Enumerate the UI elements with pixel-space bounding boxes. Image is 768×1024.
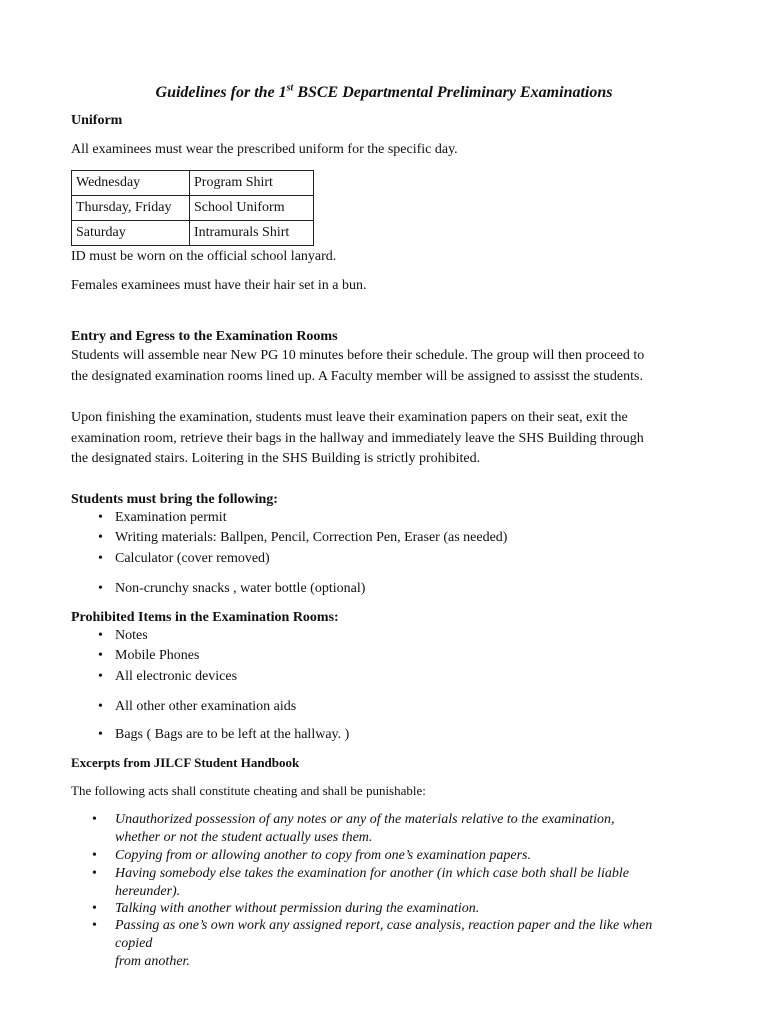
bullet: • — [98, 628, 103, 643]
bullet: • — [98, 581, 103, 596]
table-cell-day: Thursday, Friday — [72, 196, 190, 221]
table-row — [72, 196, 314, 221]
bring-heading: Students must bring the following: — [71, 492, 278, 507]
bullet: • — [98, 510, 103, 525]
handbook-heading: Excerpts from JILCF Student Handbook — [71, 755, 300, 770]
table-cell-attire: School Uniform — [190, 196, 314, 221]
table-cell-attire: Intramurals Shirt — [190, 221, 314, 246]
table-row — [72, 221, 314, 246]
uniform-note-id: ID must be worn on the official school lanyard. — [71, 249, 337, 264]
bullet: • — [98, 727, 103, 742]
bullet: • — [98, 551, 103, 566]
bullet: • — [92, 901, 97, 916]
bullet: • — [92, 812, 97, 827]
bullet: • — [92, 918, 97, 933]
bullet: • — [98, 648, 103, 663]
uniform-intro: All examinees must wear the prescribed uniform for the specific day. — [71, 142, 458, 157]
prohibited-heading: Prohibited Items in the Examination Rooms: — [71, 610, 339, 625]
bullet: • — [98, 530, 103, 545]
entry-paragraph-1-line-1: Students will assemble near New PG 10 minutes before their schedule. The group will then proceed to — [71, 348, 645, 363]
entry-heading: Entry and Egress to the Examination Rooms — [71, 329, 338, 344]
bullet: • — [92, 848, 97, 863]
document-page: Guidelines for the 1st BSCE Departmental Preliminary Examinations Uniform All examinees must wear the prescribed uniform for the specific day. Wednesday Program Shirt Thursday, Friday School Uniform Saturday Intramurals Shirt ID must be worn on the official school lanyard. Females examinees must have their hair set in a bun. Entry and Egress to the Examination Rooms Students will assemble near New PG 10 minutes before their schedule. The group will then proceed to the designated examination rooms lined up. A Faculty member will be assigned to assisst the students. Upon finishing the examination, students must leave their examination papers on their seat, exit the examination room, retrieve their bags in the hallway and immediately leave the SHS Building through the designated stairs. Loitering in the SHS Building is strictly prohibited. Students must bring the following: • Examination permit • Writing materials: Ballpen, Pencil, Correction Pen, Eraser (as needed) • Calculator (cover removed) • Non-crunchy snacks , water bottle (optional) Prohibited Items in the Examination Rooms: • Notes • Mobile Phones • All electronic devices • All other other examination aids • Bags ( Bags are to be left at the hallway. ) Excerpts from JILCF Student Handbook The following acts shall constitute cheating and shall be punishable: • Unauthorized possession of any notes or any of the materials relative to the examination, whether or not the student actually uses them. • Copying from or allowing another to copy from one’s examination papers. • Having somebody else takes the examination for another (in which case both shall be liable hereunder). • Talking with another without permission during the examination. • Passing as one’s own work any assigned report, case analysis, reaction paper and the like when copied from another. — [0, 0, 768, 1024]
entry-paragraph-2-line-3: the designated stairs. Loitering in the SHS Building is strictly prohibited. — [71, 451, 481, 466]
bullet: • — [92, 866, 97, 881]
bullet: • — [98, 699, 103, 714]
uniform-heading: Uniform — [71, 113, 123, 128]
table-cell-attire: Program Shirt — [190, 171, 314, 196]
entry-paragraph-1-line-2: the designated examination rooms lined up. A Faculty member will be assigned to assisst the students. — [71, 369, 643, 384]
title-superscript: st — [286, 82, 294, 94]
uniform-table — [71, 170, 314, 246]
bullet: • — [98, 669, 103, 684]
table-cell-day: Wednesday — [72, 171, 190, 196]
page-title: Guidelines for the 1st BSCE Departmental Preliminary Examinations — [155, 82, 613, 101]
uniform-note-hair: Females examinees must have their hair set in a bun. — [71, 278, 367, 293]
entry-paragraph-2-line-2: examination room, retrieve their bags in the hallway and immediately leave the SHS Building through — [71, 431, 644, 446]
entry-paragraph-2-line-1: Upon finishing the examination, students must leave their examination papers on their seat, exit the — [71, 410, 628, 425]
table-cell-day: Saturday — [72, 221, 190, 246]
handbook-intro: The following acts shall constitute cheating and shall be punishable: — [71, 783, 426, 798]
table-row — [72, 171, 314, 196]
